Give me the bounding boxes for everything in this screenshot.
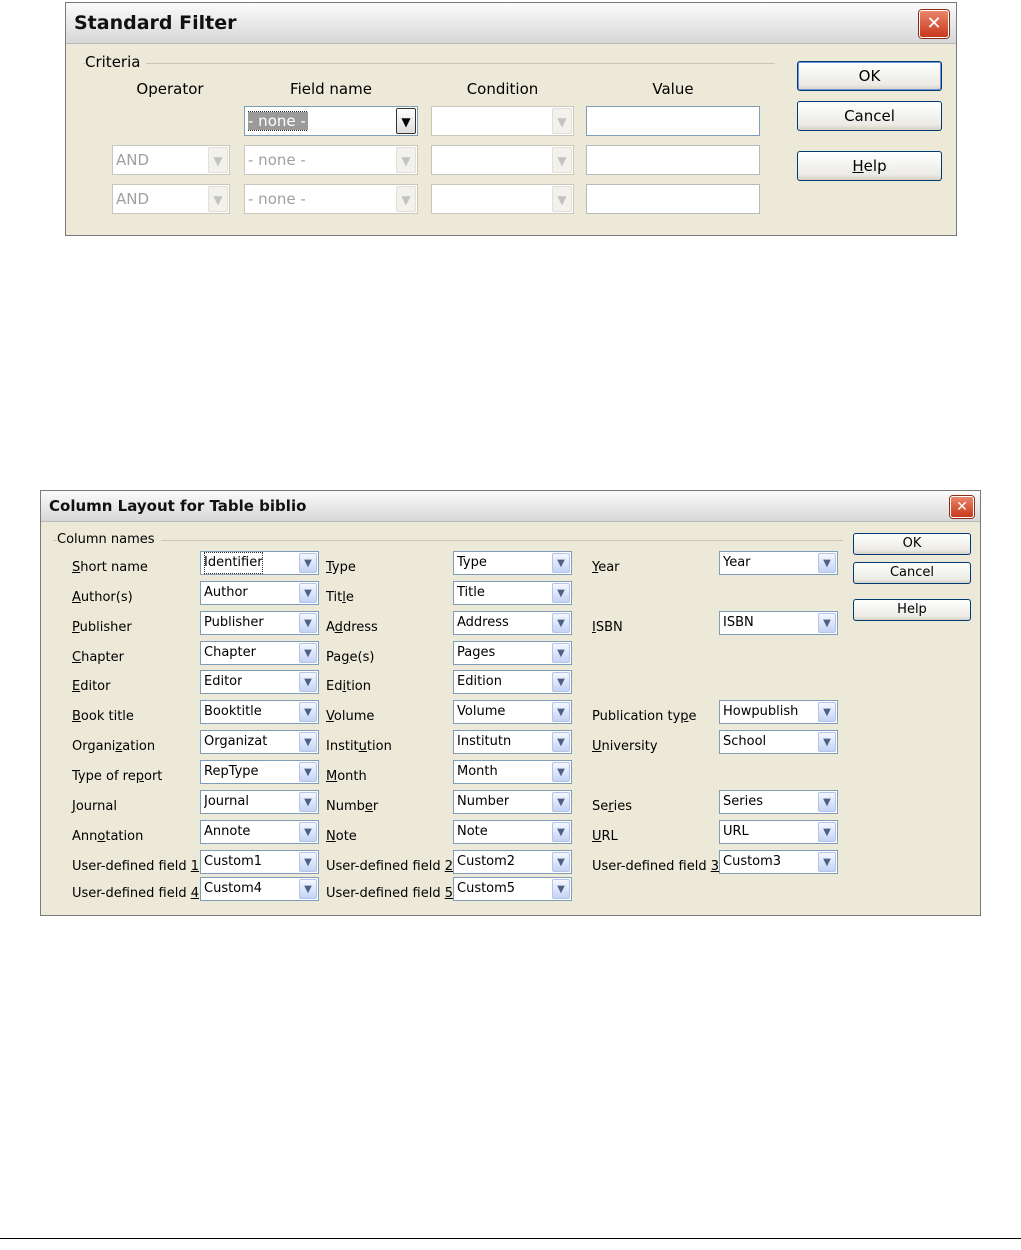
chevron-down-icon[interactable]: ▼: [818, 852, 836, 872]
field-label: [326, 620, 378, 635]
field-label-accel: Y: [592, 560, 599, 575]
field-label-pre: User-defined field: [326, 859, 445, 874]
value-field-1[interactable]: [586, 106, 760, 136]
field-label: [592, 620, 623, 635]
chevron-down-icon[interactable]: ▼: [299, 553, 317, 573]
chevron-down-icon[interactable]: ▼: [396, 147, 416, 173]
field-label-post: ype: [331, 560, 356, 575]
operator-header: Operator: [136, 80, 204, 98]
chevron-down-icon[interactable]: ▼: [208, 147, 228, 173]
condition-combo-3[interactable]: [431, 184, 574, 214]
field-label-accel: B: [72, 709, 81, 724]
chevron-down-icon[interactable]: ▼: [552, 643, 570, 663]
field-combo[interactable]: [453, 760, 572, 784]
field-label-post: e: [345, 590, 354, 605]
field-combo-value: Custom4: [204, 881, 263, 896]
field-label-post: hapter: [81, 650, 124, 665]
field-label-post: e: [688, 709, 697, 724]
field-combo-value: Custom2: [457, 854, 516, 869]
field-combo[interactable]: [200, 581, 319, 605]
field-label: [72, 769, 162, 784]
field-combo-value: Institutn: [457, 734, 512, 749]
field-combo[interactable]: [719, 611, 838, 635]
field-label-accel: P: [72, 620, 80, 635]
field-label-accel: J: [72, 799, 76, 814]
page-footer-rule: [0, 1238, 1021, 1239]
field-label-post: dress: [342, 620, 378, 635]
close-icon: ✕: [956, 499, 968, 515]
field-label: [72, 560, 148, 575]
field-combo-value: Chapter: [204, 645, 256, 660]
criteria-group: [83, 63, 775, 64]
field-label-accel: I: [592, 620, 596, 635]
field-combo-value: Address: [457, 615, 509, 630]
standard-filter-dialog: [65, 2, 957, 236]
chevron-down-icon[interactable]: ▼: [552, 879, 570, 899]
field-label-accel: i: [342, 679, 347, 694]
field-combo[interactable]: [200, 850, 319, 874]
value-header: Value: [652, 80, 694, 98]
chevron-down-icon[interactable]: ▼: [818, 553, 836, 573]
field-combo[interactable]: [453, 670, 572, 694]
field-combo[interactable]: [200, 877, 319, 901]
field-label: [326, 799, 378, 814]
field-label: [592, 739, 658, 754]
field-label: [326, 886, 453, 901]
field-label: [326, 560, 356, 575]
field-label-accel: U: [592, 829, 602, 844]
field-label: [72, 590, 133, 605]
field-label-post: hort name: [80, 560, 148, 575]
field-combo-value: Year: [723, 555, 751, 570]
field-label: [72, 859, 199, 874]
chevron-down-icon[interactable]: ▼: [299, 762, 317, 782]
field-combo[interactable]: [453, 790, 572, 814]
field-label-post: tation: [105, 829, 144, 844]
field-label-accel: 1: [190, 859, 200, 874]
condition-combo-2[interactable]: [431, 145, 574, 175]
field-combo-value: School: [723, 734, 767, 749]
field-label-pre: User-defined field: [592, 859, 711, 874]
field-label: [326, 590, 354, 605]
field-label-post: r: [372, 799, 379, 814]
field-label-accel: U: [592, 739, 602, 754]
field-label-pre: User-defined field: [72, 859, 191, 874]
field-combo[interactable]: [200, 641, 319, 665]
field-label-pre: Ann: [72, 829, 98, 844]
field-label-post: e(s): [349, 650, 375, 665]
field-combo[interactable]: [453, 850, 572, 874]
field-label-pre: Pa: [326, 650, 342, 665]
field-combo-value: Publisher: [204, 615, 264, 630]
field-label-accel: o: [97, 829, 106, 844]
field-label: [72, 679, 110, 694]
field-combo[interactable]: [200, 820, 319, 844]
field-label-accel: z: [115, 739, 123, 754]
field-combo[interactable]: [200, 790, 319, 814]
field-label-pre: Ed: [326, 679, 343, 694]
condition-header: Condition: [466, 80, 539, 98]
ok-button[interactable]: OK: [797, 61, 942, 91]
field-label-post: ublisher: [79, 620, 132, 635]
field-combo-value: Pages: [457, 645, 496, 660]
field-combo[interactable]: [200, 551, 319, 575]
field-label-post: ear: [598, 560, 620, 575]
chevron-down-icon[interactable]: ▼: [299, 732, 317, 752]
column-names-group-label: Column names: [57, 532, 161, 547]
field-label-accel: N: [326, 829, 336, 844]
field-combo-value: Identifier: [204, 552, 263, 574]
field-label-accel: e: [364, 799, 373, 814]
field-label-pre: Instit: [326, 739, 359, 754]
field-label-accel: A: [72, 590, 81, 605]
chevron-down-icon[interactable]: ▼: [299, 613, 317, 633]
chevron-down-icon[interactable]: ▼: [552, 613, 570, 633]
field-label: [72, 799, 117, 814]
field-label-post: SBN: [595, 620, 623, 635]
close-button[interactable]: [950, 496, 974, 518]
field-label: [592, 799, 632, 814]
field-combo[interactable]: [453, 730, 572, 754]
dialog-title: Standard Filter: [74, 12, 237, 34]
field-combo-value: Custom5: [457, 881, 516, 896]
field-label-pre: Se: [592, 799, 609, 814]
field-label-accel: 3: [710, 859, 720, 874]
chevron-down-icon[interactable]: ▼: [552, 108, 572, 134]
field-combo[interactable]: [719, 790, 838, 814]
field-label: [592, 709, 697, 724]
operator-combo-3[interactable]: [112, 184, 230, 214]
title-bar[interactable]: [66, 3, 956, 44]
field-label-post: tion: [366, 739, 392, 754]
field-label-post: RL: [601, 829, 618, 844]
field-name-value-3: - none -: [248, 190, 306, 208]
field-label: [326, 829, 357, 844]
field-combo[interactable]: [719, 730, 838, 754]
help-label-post: elp: [863, 157, 887, 175]
field-combo[interactable]: [719, 850, 838, 874]
field-combo-value: Number: [457, 794, 510, 809]
chevron-down-icon[interactable]: ▼: [818, 792, 836, 812]
help-label-accel: H: [852, 157, 864, 175]
field-combo[interactable]: [719, 551, 838, 575]
chevron-down-icon[interactable]: ▼: [552, 762, 570, 782]
chevron-down-icon[interactable]: ▼: [818, 613, 836, 633]
field-combo[interactable]: [200, 611, 319, 635]
field-name-value-2: - none -: [248, 151, 306, 169]
field-combo-value: Title: [457, 585, 485, 600]
chevron-down-icon[interactable]: ▼: [818, 822, 836, 842]
chevron-down-icon[interactable]: ▼: [552, 583, 570, 603]
chevron-down-icon[interactable]: ▼: [552, 186, 572, 212]
close-icon: ✕: [926, 13, 942, 34]
chevron-down-icon[interactable]: ▼: [299, 702, 317, 722]
field-label-pre: Type of re: [72, 769, 136, 784]
field-combo[interactable]: [453, 877, 572, 901]
field-combo-value: ISBN: [723, 615, 754, 630]
field-combo[interactable]: [200, 730, 319, 754]
field-label-accel: u: [358, 739, 367, 754]
chevron-down-icon[interactable]: ▼: [552, 732, 570, 752]
chevron-down-icon[interactable]: ▼: [396, 108, 416, 134]
field-label-post: niversity: [601, 739, 658, 754]
cancel-button[interactable]: Cancel: [797, 101, 942, 131]
field-name-combo-1[interactable]: [244, 106, 418, 136]
field-label-accel: p: [680, 709, 689, 724]
dialog-title: Column Layout for Table biblio: [49, 497, 307, 515]
chevron-down-icon[interactable]: ▼: [552, 702, 570, 722]
field-name-combo-3[interactable]: [244, 184, 418, 214]
field-label: [592, 829, 618, 844]
field-name-header: Field name: [290, 80, 372, 98]
chevron-down-icon[interactable]: ▼: [299, 879, 317, 899]
field-label-pre: Numb: [326, 799, 365, 814]
field-combo[interactable]: [453, 611, 572, 635]
field-label: [592, 859, 719, 874]
field-combo-value: Annote: [204, 824, 251, 839]
field-label-post: olume: [333, 709, 375, 724]
chevron-down-icon[interactable]: ▼: [552, 852, 570, 872]
operator-combo-2[interactable]: [112, 145, 230, 175]
field-label: [326, 709, 374, 724]
chevron-down-icon[interactable]: ▼: [299, 792, 317, 812]
field-combo[interactable]: [200, 670, 319, 694]
operator-value-3: AND: [116, 190, 150, 208]
column-layout-dialog: [40, 490, 981, 916]
close-button[interactable]: [919, 10, 949, 38]
chevron-down-icon[interactable]: ▼: [552, 553, 570, 573]
chevron-down-icon[interactable]: ▼: [396, 186, 416, 212]
field-label: [72, 829, 143, 844]
field-label-post: uthor(s): [80, 590, 133, 605]
chevron-down-icon[interactable]: ▼: [299, 672, 317, 692]
ok-button[interactable]: OK: [853, 533, 971, 555]
field-label: [326, 859, 453, 874]
field-combo[interactable]: [453, 700, 572, 724]
field-name-value-1: [248, 107, 308, 135]
field-combo-value: Month: [457, 764, 498, 779]
field-label-accel: p: [135, 769, 144, 784]
field-combo-value: URL: [723, 824, 749, 839]
field-label: [592, 560, 620, 575]
field-combo-value: Edition: [457, 674, 502, 689]
field-label-accel: r: [608, 799, 614, 814]
field-combo[interactable]: [719, 820, 838, 844]
field-combo-value: Howpublish: [723, 704, 799, 719]
field-label-accel: E: [72, 679, 81, 694]
chevron-down-icon[interactable]: ▼: [818, 732, 836, 752]
field-combo[interactable]: [453, 641, 572, 665]
help-button[interactable]: Help: [853, 599, 971, 621]
field-label-accel: V: [326, 709, 334, 724]
field-label-accel: M: [326, 769, 338, 784]
field-label-accel: g: [341, 650, 350, 665]
field-label: [72, 709, 134, 724]
field-label-pre: User-defined field: [72, 886, 191, 901]
chevron-down-icon[interactable]: ▼: [299, 583, 317, 603]
field-label-pre: Tit: [326, 590, 343, 605]
field-combo-value: Note: [457, 824, 488, 839]
cancel-button[interactable]: Cancel: [853, 562, 971, 584]
field-label-accel: S: [72, 560, 81, 575]
column-names-group: [53, 540, 843, 541]
field-label-post: ditor: [80, 679, 111, 694]
field-label: [72, 620, 132, 635]
field-label: [326, 650, 374, 665]
field-combo[interactable]: [719, 700, 838, 724]
field-combo-value: Custom1: [204, 854, 263, 869]
chevron-down-icon[interactable]: ▼: [552, 822, 570, 842]
field-name-selected-text: - none -: [248, 112, 306, 130]
field-label-pre: Organi: [72, 739, 116, 754]
field-combo-value: RepType: [204, 764, 259, 779]
field-label: [72, 739, 155, 754]
field-label-post: onth: [337, 769, 367, 784]
field-label-pre: A: [326, 620, 335, 635]
field-combo[interactable]: [200, 700, 319, 724]
field-label-accel: T: [326, 560, 332, 575]
field-combo-value: Author: [204, 585, 248, 600]
field-combo-value: Booktitle: [204, 704, 262, 719]
operator-value-2: AND: [116, 151, 150, 169]
field-label-post: ournal: [75, 799, 117, 814]
chevron-down-icon[interactable]: ▼: [552, 792, 570, 812]
field-combo-value: Volume: [457, 704, 506, 719]
condition-combo-1[interactable]: [431, 106, 574, 136]
field-combo-value: Type: [457, 555, 487, 570]
field-combo[interactable]: [453, 820, 572, 844]
field-combo[interactable]: [453, 581, 572, 605]
field-label-post: ote: [335, 829, 357, 844]
chevron-down-icon[interactable]: ▼: [299, 643, 317, 663]
field-combo-value: Journal: [204, 794, 249, 809]
field-combo-value: Series: [723, 794, 763, 809]
field-label: [72, 650, 124, 665]
field-label: [326, 739, 392, 754]
title-bar[interactable]: [41, 491, 980, 522]
field-combo-value: Custom3: [723, 854, 782, 869]
field-label-accel: l: [342, 590, 346, 605]
field-label-accel: 5: [444, 886, 454, 901]
criteria-group-label: Criteria: [85, 53, 146, 71]
field-label-accel: 2: [444, 859, 454, 874]
field-label: [326, 769, 367, 784]
field-label-post: ort: [143, 769, 163, 784]
field-name-combo-2[interactable]: [244, 145, 418, 175]
field-label-accel: 4: [190, 886, 200, 901]
chevron-down-icon[interactable]: ▼: [552, 672, 570, 692]
field-label-post: ation: [122, 739, 156, 754]
field-combo-value: Organizat: [204, 734, 268, 749]
field-label-pre: Publication ty: [592, 709, 681, 724]
field-label-accel: C: [72, 650, 82, 665]
chevron-down-icon[interactable]: ▼: [552, 147, 572, 173]
field-combo-value: Editor: [204, 674, 243, 689]
field-label-post: ies: [613, 799, 632, 814]
chevron-down-icon[interactable]: ▼: [299, 822, 317, 842]
value-field-3[interactable]: [586, 184, 760, 214]
value-field-2[interactable]: [586, 145, 760, 175]
chevron-down-icon[interactable]: ▼: [818, 702, 836, 722]
field-combo[interactable]: [453, 551, 572, 575]
chevron-down-icon[interactable]: ▼: [208, 186, 228, 212]
field-combo[interactable]: [200, 760, 319, 784]
field-label-accel: d: [334, 620, 343, 635]
field-label: [326, 679, 371, 694]
chevron-down-icon[interactable]: ▼: [299, 852, 317, 872]
field-label-pre: User-defined field: [326, 886, 445, 901]
field-label-post: tion: [346, 679, 371, 694]
field-label: [72, 886, 199, 901]
field-label-post: ook title: [80, 709, 134, 724]
help-button[interactable]: [797, 151, 942, 181]
